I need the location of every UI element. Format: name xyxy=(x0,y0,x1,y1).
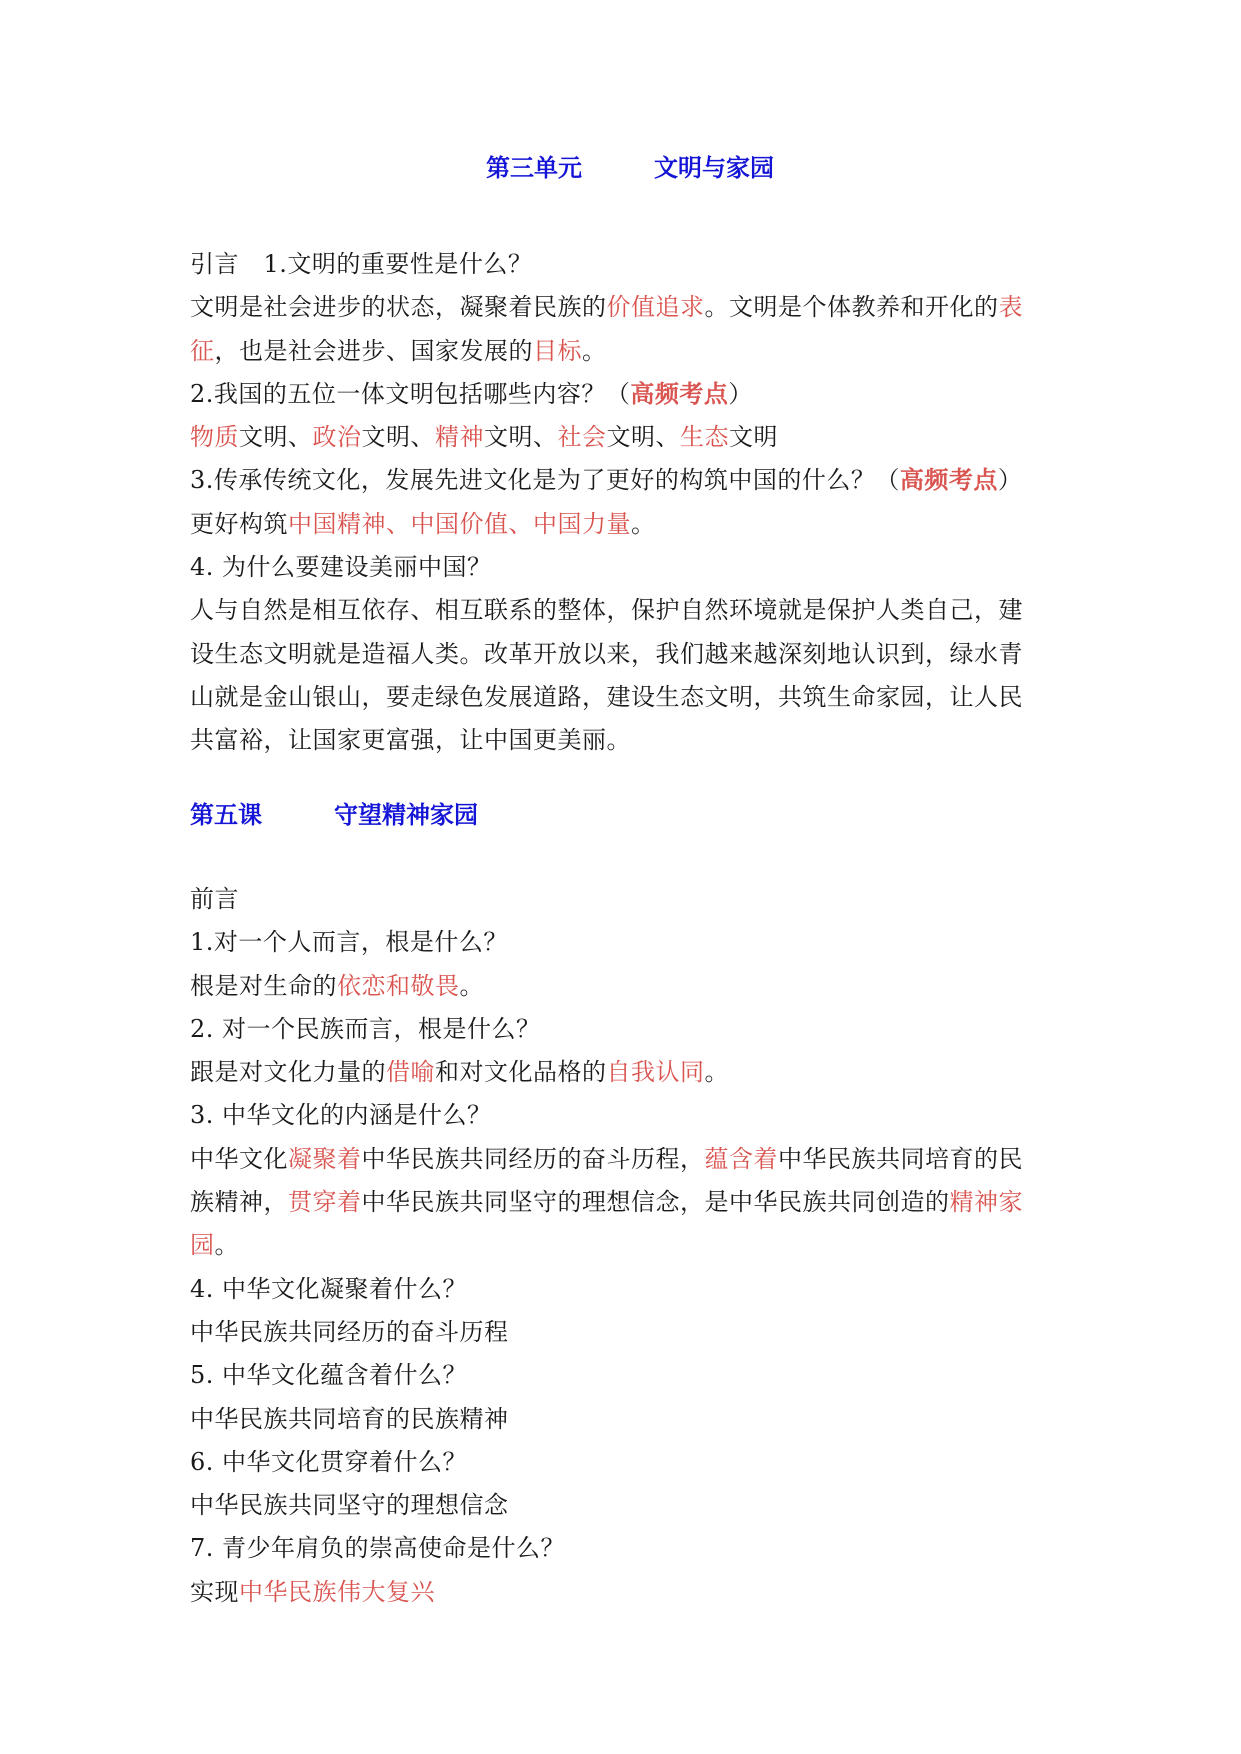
intro-question-2: 2.我国的五位一体文明包括哪些内容？（高频考点） xyxy=(190,379,753,408)
lesson-answer-5: 中华民族共同培育的民族精神 xyxy=(190,1404,509,1433)
lesson-answer-4: 中华民族共同经历的奋斗历程 xyxy=(190,1317,509,1346)
intro-answer-4-line-4: 共富裕，让国家更富强，让中国更美丽。 xyxy=(190,726,631,755)
intro-answer-4-line-1: 人与自然是相互依存、相互联系的整体，保护自然环境就是保护人类自己，建 xyxy=(190,596,1023,625)
lesson-section xyxy=(190,878,1070,1614)
lesson-question-1: 1.对一个人而言，根是什么？ xyxy=(190,928,508,957)
lesson-answer-2: 跟是对文化力量的借喻和对文化品格的自我认同。 xyxy=(190,1058,729,1087)
lesson-question-6: 6. 中华文化贯穿着什么？ xyxy=(190,1447,468,1476)
intro-answer-3: 更好构筑中国精神、中国价值、中国力量。 xyxy=(190,509,656,538)
hot-topic-tag: 高频考点 xyxy=(899,466,998,495)
lesson-question-4: 4. 中华文化凝聚着什么？ xyxy=(190,1274,468,1303)
lesson-question-5: 5. 中华文化蕴含着什么？ xyxy=(190,1361,468,1390)
intro-answer-1-line-1: 文明是社会进步的状态，凝聚着民族的价值追求。文明是个体教养和开化的表 xyxy=(190,293,1023,322)
hot-topic-tag: 高频考点 xyxy=(630,379,729,408)
intro-section xyxy=(190,243,1070,763)
lesson-title: 第五课 守望精神家园 xyxy=(190,801,478,829)
lesson-answer-3-line-3: 园。 xyxy=(190,1231,239,1260)
lesson-answer-1: 根是对生命的依恋和敬畏。 xyxy=(190,971,484,1000)
intro-answer-4-line-3: 山就是金山银山，要走绿色发展道路，建设生态文明，共筑生命家园，让人民 xyxy=(190,682,1023,711)
intro-answer-1-line-2: 征，也是社会进步、国家发展的目标。 xyxy=(190,336,607,365)
intro-answer-4-line-2: 设生态文明就是造福人类。改革开放以来，我们越来越深刻地认识到，绿水青 xyxy=(190,639,1023,668)
lesson-preface: 前言 xyxy=(190,885,239,913)
intro-answer-2: 物质文明、政治文明、精神文明、社会文明、生态文明 xyxy=(190,423,778,452)
intro-question-4: 4. 为什么要建设美丽中国？ xyxy=(190,553,492,582)
lesson-answer-3-line-1: 中华文化凝聚着中华民族共同经历的奋斗历程，蕴含着中华民族共同培育的民 xyxy=(190,1144,1023,1173)
lesson-answer-3-line-2: 族精神，贯穿着中华民族共同坚守的理想信念，是中华民族共同创造的精神家 xyxy=(190,1188,1023,1217)
unit-title: 第三单元 文明与家园 xyxy=(486,154,774,182)
lesson-answer-7: 实现中华民族伟大复兴 xyxy=(190,1577,435,1606)
intro-question-1: 引言 1.文明的重要性是什么？ xyxy=(190,250,533,278)
lesson-question-2: 2. 对一个民族而言，根是什么？ xyxy=(190,1014,541,1043)
intro-question-3: 3.传承传统文化，发展先进文化是为了更好的构筑中国的什么？（高频考点） xyxy=(190,466,1023,495)
lesson-question-3: 3. 中华文化的内涵是什么？ xyxy=(190,1101,492,1130)
lesson-question-7: 7. 青少年肩负的崇高使命是什么？ xyxy=(190,1534,566,1563)
lesson-answer-6: 中华民族共同坚守的理想信念 xyxy=(190,1491,509,1520)
